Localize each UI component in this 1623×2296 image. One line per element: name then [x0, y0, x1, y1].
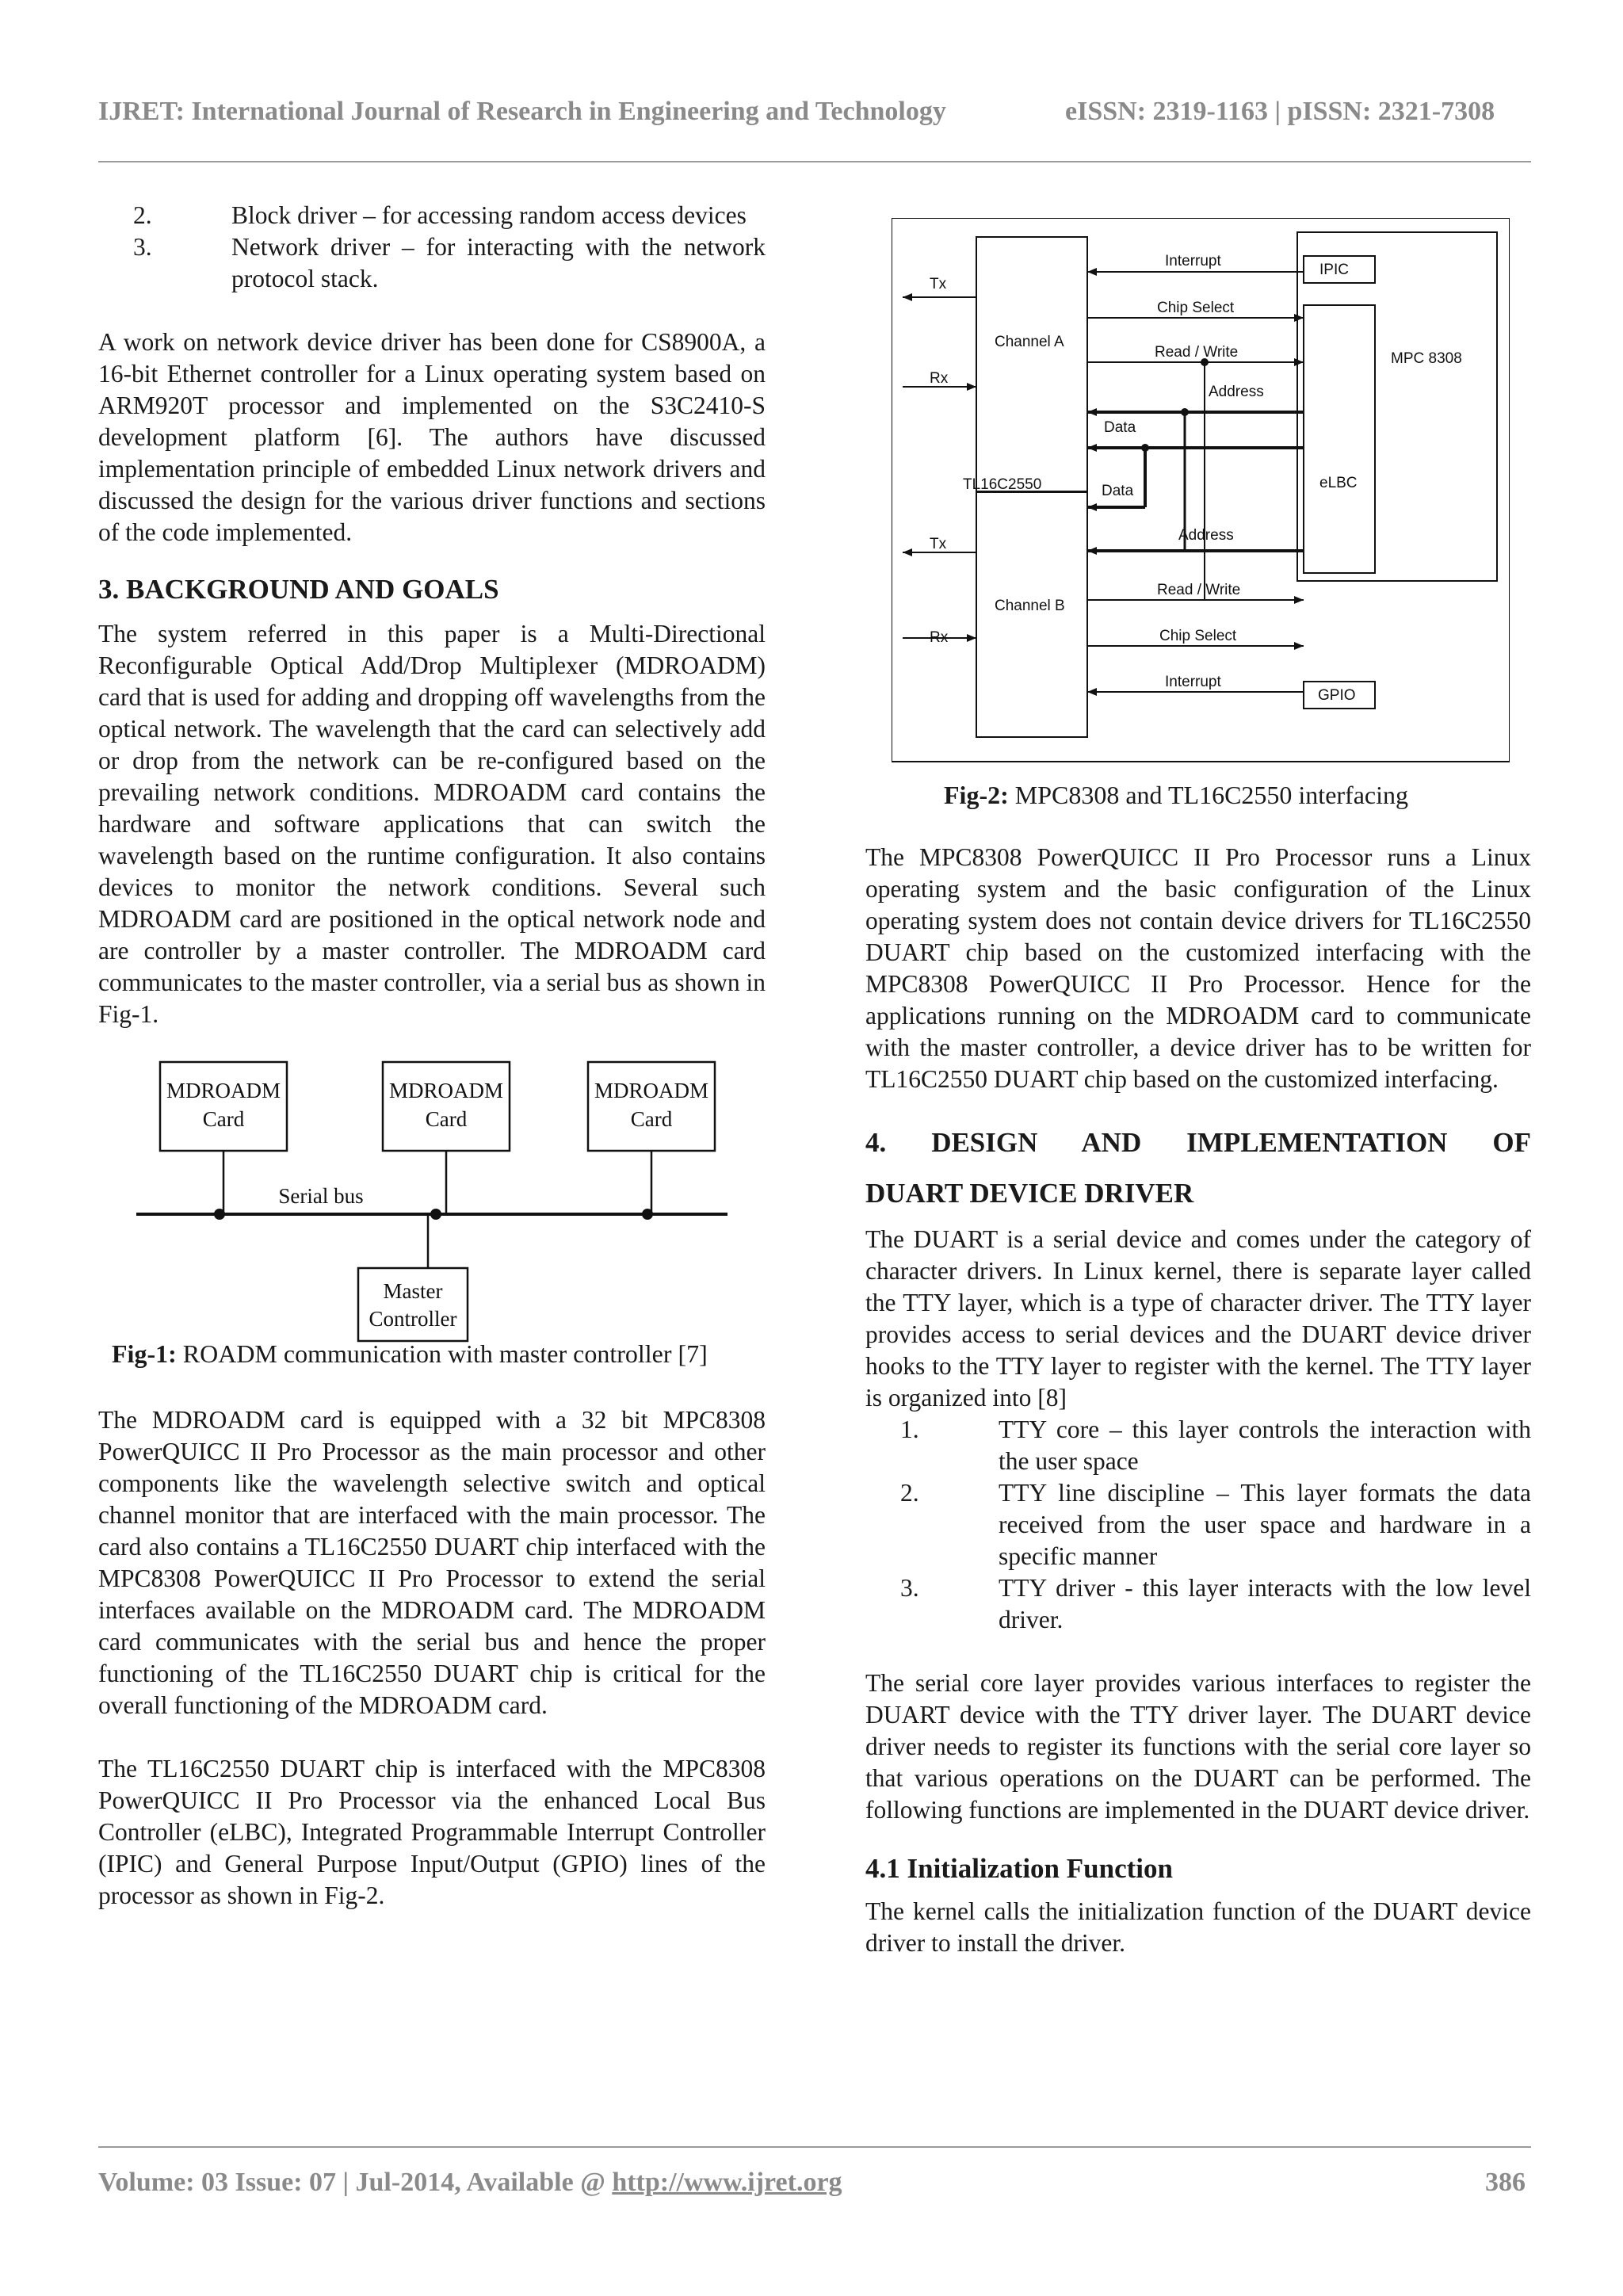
list-num: 3. — [133, 233, 152, 261]
chip-label: TL16C2550 — [963, 476, 1042, 493]
paragraph: The kernel calls the initialization function of the DUART device driver to install the driver. — [865, 1897, 1531, 1957]
paragraph: The MDROADM card is equipped with a 32 bit MPC8308 PowerQUICC II Pro Processor as the main processor and other components like the wavelength selective switch and optical channel monitor that are interfaced with the main processor. The card also contains a TL16C2550 DUART chip interfaced with the MPC8308 PowerQUICC II Pro Processor to extend the serial interfaces available on the MDROADM card. The MDROADM card communicates with the serial bus and hence the proper functioning of the TL16C2550 DUART chip is critical for the overall functioning of the MDROADM card. — [98, 1406, 766, 1719]
arrow — [1087, 444, 1097, 452]
data-label: Data — [1102, 483, 1134, 499]
arrow — [1087, 408, 1097, 416]
rx-label: Rx — [930, 370, 949, 387]
right-column — [865, 842, 1531, 1959]
card-label: MDROADM — [388, 1079, 504, 1102]
list-text: Block driver – for accessing random access devices — [231, 201, 747, 229]
fig2-caption — [944, 781, 1408, 810]
paragraph: A work on network device driver has been done for CS8900A, a 16-bit Ethernet controller for a Linux operating system based on ARM920T processor and implemented on the S3C2410-S development platform [6]. The authors have discussed implementation principle of embedded Linux network drivers and discussed the design for the various driver functions and sections of the code implemented. — [98, 328, 766, 546]
card-label: Card — [630, 1107, 673, 1131]
arrow — [1294, 358, 1304, 366]
arrow — [1087, 503, 1097, 511]
list-num: 3. — [900, 1574, 919, 1602]
paragraph: The serial core layer provides various interfaces to register the DUART device with the TTY driver layer. The DUART device driver needs to register its functions with the serial core layer so that various operations on the DUART can be performed. The following functions are implemented in the DUART device driver. — [865, 1669, 1531, 1824]
arrow — [1087, 688, 1097, 696]
arrow — [1294, 596, 1304, 604]
mpc8308-box — [1297, 232, 1497, 581]
read-write-label: Read / Write — [1155, 344, 1239, 361]
arrow — [903, 548, 912, 556]
junction-dot — [642, 1209, 653, 1220]
list-item — [900, 1477, 1531, 1572]
junction-dot — [1141, 444, 1149, 452]
master-label: Master — [383, 1279, 443, 1303]
junction-dot — [214, 1209, 225, 1220]
mpc-label: MPC 8308 — [1391, 350, 1462, 367]
junction-dot — [1181, 408, 1189, 416]
interrupt-label: Interrupt — [1165, 674, 1221, 690]
list-num: 2. — [133, 201, 152, 229]
list-item — [900, 1572, 1531, 1636]
caption-text: ROADM communication with master controller [7] — [176, 1339, 708, 1368]
list-num: 1. — [900, 1415, 919, 1443]
paragraph: The DUART is a serial device and comes under the category of character drivers. In Linux kernel, there is separate layer called the TTY layer, which is a type of character driver. The TTY layer provides access to serial devices and the DUART device driver hooks to the TTY layer to register with the kernel. The TTY layer is organized into [8] — [865, 1225, 1531, 1412]
section-title: DUART DEVICE DRIVER — [865, 1178, 1194, 1209]
left-column-top — [98, 200, 766, 1030]
footer-volume-text: Volume: 03 Issue: 07 | Jul-2014, Available @ — [98, 2168, 613, 2197]
mdroadm-card-box — [383, 1062, 510, 1151]
chip-select-label: Chip Select — [1159, 628, 1237, 644]
channel-b-box — [976, 491, 1087, 737]
ipic-label: IPIC — [1319, 262, 1349, 278]
channel-a-box — [976, 237, 1087, 492]
address-label: Address — [1209, 384, 1264, 400]
mdroadm-card-box — [588, 1062, 715, 1151]
fig1-diagram — [127, 1058, 745, 1343]
gpio-label: GPIO — [1318, 687, 1356, 704]
arrow — [1087, 547, 1097, 555]
page-number: 386 — [1485, 2168, 1526, 2197]
tx-label: Tx — [930, 276, 947, 292]
subsection-title: 4.1 Initialization Function — [865, 1853, 1173, 1884]
junction-dot — [430, 1209, 441, 1220]
chip-select-label: Chip Select — [1157, 300, 1235, 316]
caption-text: MPC8308 and TL16C2550 interfacing — [1008, 781, 1408, 809]
card-label: MDROADM — [594, 1079, 709, 1102]
card-label: Card — [425, 1107, 468, 1131]
arrow — [1294, 642, 1304, 650]
arrow — [967, 634, 976, 642]
fig2-diagram — [892, 218, 1510, 765]
arrow — [1294, 314, 1304, 322]
header-rule — [98, 161, 1531, 162]
list-text: TTY line discipline – This layer formats the data received from the user space and hardware in a specific manner — [999, 1479, 1531, 1570]
journal-title: IJRET: International Journal of Research in Engineering and Technology — [98, 97, 946, 126]
list-num: 2. — [900, 1479, 919, 1507]
serial-bus-label: Serial bus — [278, 1184, 364, 1208]
section-title: 4. DESIGN AND IMPLEMENTATION OF — [865, 1127, 1531, 1158]
channel-b-label: Channel B — [995, 598, 1065, 614]
elbc-box — [1304, 305, 1375, 573]
paragraph: The MPC8308 PowerQUICC II Pro Processor runs a Linux operating system and the basic configuration of the Linux operating system does not contain device drivers for TL16C2550 DUART chip based on the customized interfacing with the MPC8308 PowerQUICC II Pro Processor. Hence for the applications running on the MDROADM card to communicate with the master controller, a device driver has to be written for TL16C2550 DUART chip based on the customized interfacing. — [865, 843, 1531, 1093]
card-label: MDROADM — [166, 1079, 281, 1102]
rx-label: Rx — [930, 629, 949, 646]
read-write-label: Read / Write — [1157, 582, 1241, 598]
list-text: TTY core – this layer controls the interaction with the user space — [999, 1415, 1531, 1475]
elbc-label: eLBC — [1319, 475, 1358, 491]
list-text: TTY driver - this layer interacts with the low level driver. — [999, 1574, 1531, 1633]
fig1-caption — [112, 1339, 708, 1369]
section-title: 3. BACKGROUND AND GOALS — [98, 574, 499, 605]
address-label: Address — [1178, 527, 1234, 544]
footer-rule — [98, 2146, 1531, 2148]
issn: eISSN: 2319-1163 | pISSN: 2321-7308 — [1065, 97, 1495, 126]
arrow — [903, 293, 912, 301]
interrupt-label: Interrupt — [1165, 253, 1221, 269]
footer-url-link[interactable]: http://www.ijret.org — [612, 2168, 842, 2197]
card-label: Card — [202, 1107, 245, 1131]
mdroadm-card-box — [160, 1062, 287, 1151]
list-item — [133, 231, 766, 295]
tx-label: Tx — [930, 536, 947, 552]
paragraph: The system referred in this paper is a Multi-Directional Reconfigurable Optical Add/Drop Multiplexer (MDROADM) card that is used for adding and dropping off wavelengths from the optical network. The wavelength that the card can selectively add or drop from the network can be re-configured based on the prevailing network conditions. MDROADM card contains the hardware and software applications that can switch the wavelength based on the runtime configuration. It also contains devices to monitor the network conditions. Several such MDROADM card are positioned in the optical network node and are controller by a master controller. The MDROADM card communicates to the master controller, via a serial bus as shown in Fig-1. — [98, 620, 766, 1028]
caption-label: Fig-1: — [112, 1339, 177, 1368]
caption-label: Fig-2: — [944, 781, 1009, 809]
list-item — [133, 200, 766, 231]
arrow — [967, 383, 976, 391]
list-item — [900, 1414, 1531, 1477]
footer-volume — [98, 2168, 842, 2198]
paragraph: The TL16C2550 DUART chip is interfaced with the MPC8308 PowerQUICC II Pro Processor via the enhanced Local Bus Controller (eLBC), Integrated Programmable Interrupt Controller (IPIC) and General Purpose Input/Output (GPIO) lines of the processor as shown in Fig-2. — [98, 1755, 766, 1909]
left-column-bottom — [98, 1404, 766, 1912]
master-label: Controller — [369, 1307, 457, 1331]
list-text: Network driver – for interacting with the network protocol stack. — [231, 233, 766, 292]
arrow — [1087, 268, 1097, 276]
channel-a-label: Channel A — [995, 334, 1064, 350]
data-label: Data — [1104, 419, 1136, 436]
